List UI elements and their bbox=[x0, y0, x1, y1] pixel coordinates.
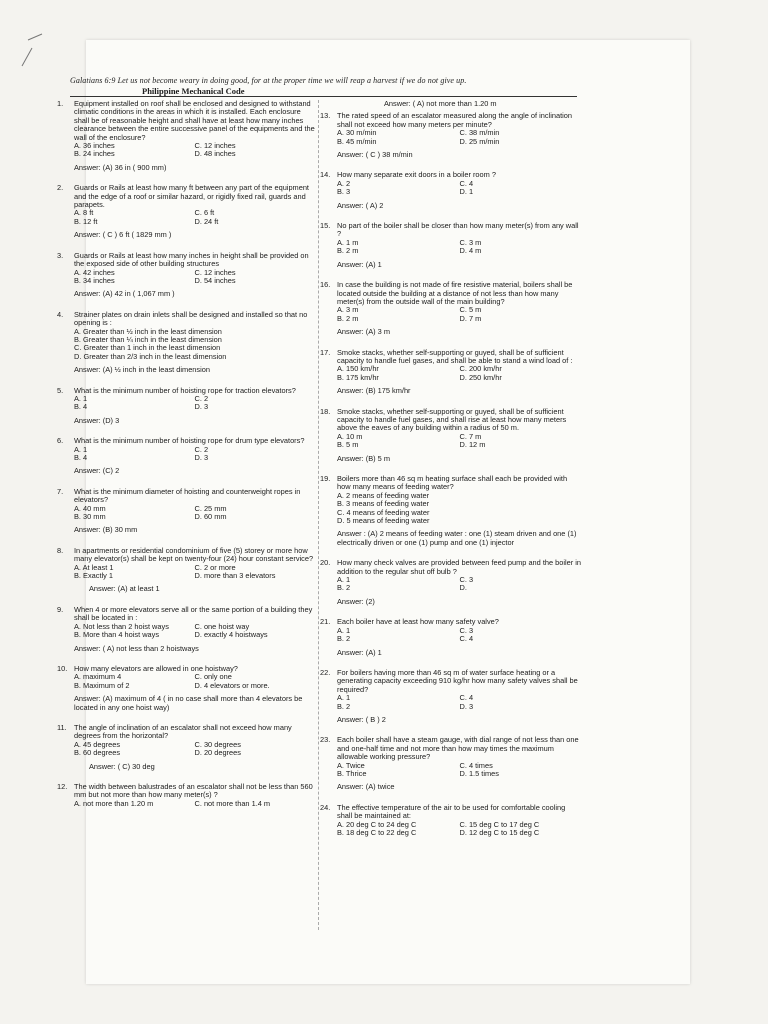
answer-choice: A. 36 inches bbox=[74, 141, 115, 151]
answer-choice: A. 20 deg C to 24 deg C bbox=[337, 819, 417, 829]
answer-choice: A. 1 bbox=[337, 625, 351, 635]
answer-line: Answer: (B) 5 m bbox=[337, 453, 390, 463]
question-text: Strainer plates on drain inlets shall be designed and installed so that no opening is : bbox=[74, 309, 308, 328]
answer-choice: B. 30 mm bbox=[74, 512, 106, 522]
question-item bbox=[320, 281, 582, 336]
answer-choice: D. 25 m/min bbox=[459, 136, 500, 146]
answer-choice: B. 4 bbox=[74, 402, 88, 412]
answer-choice: D. 3 bbox=[194, 453, 209, 462]
answer-choice: D. 54 inches bbox=[194, 275, 236, 285]
answer-choice: A. 2 means of feeding water bbox=[337, 490, 430, 500]
choice-list bbox=[337, 433, 582, 450]
carryover-answer: Answer: ( A) not more than 1.20 m bbox=[384, 99, 497, 108]
answer-choice: C. 5 m bbox=[459, 305, 482, 315]
answer-choice: D. 1 bbox=[459, 187, 474, 197]
answer-choice: A. not more than 1.20 m bbox=[74, 798, 154, 808]
question-text: Smoke stacks, whether self-supporting or guyed, shall be of sufficient capacity to handle fuel gases, and shall be able to stand a wind load of : bbox=[337, 347, 573, 365]
question-text: How many check valves are provided between feed pump and the boiler in addition to the regular shut off bulb ? bbox=[337, 558, 582, 576]
question-text: The angle of inclination of an escalator shall not exceed how many degrees from the horizontal? bbox=[74, 722, 292, 741]
answer-choice: D. 5 means of feeding water bbox=[337, 516, 430, 526]
answer-line: Answer: ( B ) 2 bbox=[337, 714, 386, 724]
question-number: 8. bbox=[57, 545, 64, 555]
answer-line: Answer: (D) 3 bbox=[74, 415, 120, 425]
answer-line: Answer: (2) bbox=[337, 596, 375, 606]
answer-choice: C. only one bbox=[194, 672, 232, 682]
answer-choice: A. 1 bbox=[337, 693, 351, 703]
answer-choice: A. 1 bbox=[337, 575, 351, 585]
question-text: No part of the boiler shall be closer than how many meter(s) from any wall ? bbox=[337, 221, 579, 239]
answer-line: Answer: ( C ) 38 m/min bbox=[337, 150, 413, 160]
answer-choice: D. 12 deg C to 15 deg C bbox=[459, 828, 540, 837]
answer-choice: A. At least 1 bbox=[74, 562, 114, 572]
answer-choice: A. 1 bbox=[74, 393, 88, 403]
question-number: 3. bbox=[57, 250, 64, 260]
answer-choice: A. 1 bbox=[74, 444, 88, 454]
answer-choice: A. Greater than ½ inch in the least dimension bbox=[74, 326, 222, 336]
choice-list bbox=[74, 446, 315, 463]
answer-choice: D. exactly 4 hoistways bbox=[194, 630, 268, 640]
question-number: 24. bbox=[320, 802, 331, 812]
question-item bbox=[57, 724, 315, 771]
question-item bbox=[320, 349, 582, 396]
question-text: What is the minimum diameter of hoisting and counterweight ropes in elevators? bbox=[74, 486, 301, 505]
question-text: In apartments or residential condominium of five (5) storey or more how many elevator(s) shall be kept on twenty-four (24) hour constant service? bbox=[74, 545, 314, 564]
answer-choice: C. 30 degrees bbox=[194, 739, 241, 749]
question-text: When 4 or more elevators serve all or the same portion of a building they shall be located in : bbox=[74, 604, 313, 623]
answer-choice: D. 7 m bbox=[459, 313, 482, 323]
answer-choice: D. 12 m bbox=[459, 440, 486, 450]
answer-choice: B. 2 m bbox=[337, 246, 359, 256]
answer-line: Answer : (A) 2 means of feeding water : one (1) steam driven and one (1) electrically driven or one (1) pump and one (1) injector bbox=[337, 529, 577, 547]
answer-choice: C. 4 bbox=[459, 178, 474, 188]
question-item bbox=[57, 311, 315, 375]
answer-line: Answer: (A) 42 in ( 1,067 mm ) bbox=[74, 289, 175, 299]
question-item bbox=[57, 252, 315, 299]
answer-line: Answer: (B) 30 mm bbox=[74, 525, 138, 535]
question-text: Guards or Rails at least how many ft between any part of the equipment and the edge of a roof or similar hazard, or rigidly fixed rail, guards and parapets. bbox=[74, 183, 309, 210]
question-item bbox=[57, 100, 315, 172]
pen-mark-icon bbox=[18, 30, 46, 70]
choice-list bbox=[74, 142, 315, 159]
answer-choice: B. 18 deg C to 22 deg C bbox=[337, 828, 417, 837]
answer-choice: B. More than 4 hoist ways bbox=[74, 630, 160, 640]
document-title: Philippine Mechanical Code bbox=[142, 86, 245, 96]
question-number: 17. bbox=[320, 347, 331, 357]
choice-list bbox=[337, 762, 582, 779]
choice-list bbox=[337, 821, 582, 838]
answer-choice: A. 10 m bbox=[337, 431, 363, 441]
question-number: 22. bbox=[320, 667, 331, 677]
answer-choice: B. Maximum of 2 bbox=[74, 680, 130, 690]
choice-list bbox=[337, 365, 582, 382]
question-number: 11. bbox=[57, 722, 67, 732]
choice-list bbox=[74, 269, 315, 286]
question-item bbox=[57, 184, 315, 239]
question-number: 12. bbox=[57, 781, 68, 791]
answer-choice: C. one hoist way bbox=[194, 621, 250, 631]
question-item bbox=[320, 222, 582, 269]
answer-line: Answer: (A) 1 bbox=[337, 647, 382, 657]
question-number: 9. bbox=[57, 604, 64, 614]
answer-line: Answer: (A) ½ inch in the least dimension bbox=[74, 365, 210, 375]
answer-choice: D. 24 ft bbox=[194, 216, 219, 226]
header-rule bbox=[70, 96, 577, 97]
answer-choice: C. 38 m/min bbox=[459, 128, 500, 138]
answer-choice: B. Greater than ¼ inch in the least dimension bbox=[74, 334, 222, 344]
question-number: 5. bbox=[57, 385, 64, 395]
answer-choice: A. 150 km/hr bbox=[337, 364, 379, 374]
question-item bbox=[320, 475, 582, 547]
choice-list bbox=[337, 129, 582, 146]
answer-choice: A. 2 bbox=[337, 178, 351, 188]
answer-choice: B. 175 km/hr bbox=[337, 372, 379, 382]
question-text: What is the minimum number of hoisting rope for drum type elevators? bbox=[74, 436, 305, 446]
answer-choice: C. 3 bbox=[459, 625, 474, 635]
answer-choice: B. 3 bbox=[337, 187, 351, 197]
question-item bbox=[57, 437, 315, 476]
choice-list bbox=[337, 492, 582, 526]
question-item bbox=[57, 488, 315, 535]
question-item bbox=[320, 112, 582, 159]
answer-choice: B. Thrice bbox=[337, 768, 367, 778]
answer-choice: D. 48 inches bbox=[194, 149, 236, 159]
question-text: Smoke stacks, whether self-supporting or guyed, shall be of sufficient capacity to handle fuel gases, and shall rise at least how many meters above the eaves of any building within a radius of 50 m. bbox=[337, 406, 567, 433]
answer-line: Answer: (A) 1 bbox=[337, 259, 382, 269]
question-text: Each boiler have at least how many safety valve? bbox=[337, 617, 499, 627]
question-number: 13. bbox=[320, 111, 331, 121]
answer-choice: C. 4 bbox=[459, 634, 474, 644]
question-text: Boilers more than 46 sq m heating surface shall each be provided with how many means of feeding water? bbox=[337, 474, 568, 492]
question-text: How many separate exit doors in a boiler room ? bbox=[337, 170, 496, 180]
answer-choice: A. 8 ft bbox=[74, 208, 94, 218]
question-number: 16. bbox=[320, 280, 331, 290]
answer-choice: D. 4 m bbox=[459, 246, 482, 256]
answer-line: Answer: (A) 36 in ( 900 mm) bbox=[74, 162, 167, 172]
question-number: 2. bbox=[57, 183, 64, 193]
question-number: 4. bbox=[57, 309, 64, 319]
answer-choice: C. not more than 1.4 m bbox=[194, 798, 271, 808]
answer-choice: C. 4 times bbox=[459, 760, 493, 770]
question-item bbox=[57, 783, 315, 808]
answer-choice: A. 40 mm bbox=[74, 503, 106, 513]
answer-choice: D. 60 mm bbox=[194, 512, 227, 522]
question-item bbox=[320, 171, 582, 210]
answer-choice: C. 4 means of feeding water bbox=[337, 507, 430, 517]
answer-choice: B. 24 inches bbox=[74, 149, 115, 159]
choice-list bbox=[74, 741, 315, 758]
answer-line: Answer: (B) 175 km/hr bbox=[337, 386, 411, 396]
answer-choice: D. more than 3 elevators bbox=[194, 571, 276, 581]
answer-choice: C. 25 mm bbox=[194, 503, 227, 513]
answer-line: Answer: (A) twice bbox=[337, 782, 395, 792]
answer-choice: A. 1 m bbox=[337, 237, 359, 247]
answer-line: Answer: (A) 3 m bbox=[337, 327, 390, 337]
answer-choice: C. 4 bbox=[459, 693, 474, 703]
answer-choice: D. 3 bbox=[194, 402, 209, 412]
answer-choice: A. 42 inches bbox=[74, 267, 115, 277]
bible-verse: Galatians 6:9 Let us not become weary in doing good, for at the proper time we will reap a harvest if we do not give up. bbox=[70, 76, 467, 85]
question-text: Each boiler shall have a steam gauge, with dial range of not less than one and one-half time and not more than how may times the maximum allowable working pressure? bbox=[337, 735, 579, 762]
question-number: 7. bbox=[57, 486, 64, 496]
answer-line: Answer: ( C ) 6 ft ( 1829 mm ) bbox=[74, 230, 172, 240]
answer-choice: C. 2 bbox=[194, 444, 209, 454]
answer-choice: B. 3 means of feeding water bbox=[337, 499, 430, 509]
answer-choice: C. 12 inches bbox=[194, 141, 236, 151]
answer-choice: D. 1.5 times bbox=[459, 768, 499, 778]
choice-list bbox=[74, 505, 315, 522]
choice-list bbox=[74, 564, 315, 581]
answer-choice: C. 3 m bbox=[459, 237, 482, 247]
answer-choice: C. 6 ft bbox=[194, 208, 215, 218]
question-number: 1. bbox=[57, 99, 64, 108]
answer-choice: C. 200 km/hr bbox=[459, 364, 502, 374]
answer-choice: C. 3 bbox=[459, 575, 474, 585]
question-number: 10. bbox=[57, 663, 68, 673]
answer-choice: D. 20 degrees bbox=[194, 748, 241, 758]
choice-list bbox=[74, 209, 315, 226]
answer-choice: A. Not less than 2 hoist ways bbox=[74, 621, 169, 631]
question-item bbox=[320, 804, 582, 838]
answer-choice: B. 12 ft bbox=[74, 216, 98, 226]
question-text: In case the building is not made of fire resistive material, boilers shall be located outside the building at a distance of not less than how many meter(s) from the outside wall of the main building? bbox=[337, 280, 573, 306]
answer-choice: C. 2 or more bbox=[194, 562, 236, 572]
question-text: Guards or Rails at least how many inches in height shall be provided on the exposed side of other building structures bbox=[74, 250, 309, 269]
question-number: 18. bbox=[320, 406, 331, 416]
choice-list bbox=[337, 576, 582, 593]
right-column bbox=[320, 100, 582, 849]
question-text: What is the minimum number of hoisting rope for traction elevators? bbox=[74, 385, 296, 395]
question-text: The effective temperature of the air to be used for comfortable cooling shall be maintained at: bbox=[337, 802, 566, 821]
question-item bbox=[320, 618, 582, 657]
answer-choice: C. 7 m bbox=[459, 431, 482, 441]
question-text: Equipment installed on roof shall be enclosed and designed to withstand climatic conditions in the areas in which it is installed. Each enclosure shall be of reasonable height and shall have at least how many inches clearance between the entire successive panel of the equipments and the wall of the enclosure? bbox=[74, 99, 315, 142]
answer-choice: B. 2 m bbox=[337, 313, 359, 323]
answer-choice: B. Exactly 1 bbox=[74, 571, 114, 581]
answer-choice: A. 45 degrees bbox=[74, 739, 121, 749]
choice-list bbox=[74, 623, 315, 640]
answer-choice: C. Greater than 1 inch in the least dimension bbox=[74, 343, 221, 353]
question-text: For boilers having more than 46 sq m of water surface heating or a generating capacity exceeding 910 kg/hr how many safety valves shall be required? bbox=[337, 667, 578, 694]
answer-choice: D. 3 bbox=[459, 701, 474, 711]
question-item bbox=[57, 665, 315, 712]
choice-list bbox=[74, 395, 315, 412]
answer-line: Answer: ( A) 2 bbox=[337, 200, 384, 210]
question-number: 21. bbox=[320, 617, 331, 627]
question-number: 15. bbox=[320, 221, 331, 231]
question-item bbox=[57, 606, 315, 653]
answer-choice: D. Greater than 2/3 inch in the least dimension bbox=[74, 351, 227, 361]
answer-choice: B. 2 bbox=[337, 583, 351, 593]
choice-list bbox=[74, 800, 315, 808]
choice-list bbox=[337, 306, 582, 323]
question-number: 6. bbox=[57, 436, 64, 446]
answer-choice: A. 30 m/min bbox=[337, 128, 377, 138]
question-item bbox=[320, 408, 582, 463]
answer-choice: D. 4 elevators or more. bbox=[194, 680, 270, 690]
answer-choice: B. 5 m bbox=[337, 440, 359, 450]
question-text: The rated speed of an escalator measured along the angle of inclination shall not exceed how many meters per minute? bbox=[337, 111, 573, 129]
question-item bbox=[320, 559, 582, 606]
answer-choice: A. 3 m bbox=[337, 305, 359, 315]
question-item bbox=[57, 547, 315, 594]
answer-choice: B. 4 bbox=[74, 453, 88, 462]
choice-list bbox=[337, 239, 582, 256]
choice-list bbox=[337, 627, 582, 644]
answer-choice: C. 12 inches bbox=[194, 267, 236, 277]
left-column bbox=[57, 100, 315, 820]
page-header bbox=[70, 76, 570, 96]
answer-choice: D. bbox=[459, 583, 467, 593]
answer-choice: A. maximum 4 bbox=[74, 672, 122, 682]
question-number: 19. bbox=[320, 474, 331, 483]
answer-choice: C. 2 bbox=[194, 393, 209, 403]
question-item bbox=[320, 669, 582, 724]
answer-line: Answer: (A) at least 1 bbox=[89, 584, 160, 594]
answer-line: Answer: ( C) 30 deg bbox=[89, 761, 155, 771]
answer-choice: B. 2 bbox=[337, 634, 351, 644]
choice-list bbox=[74, 328, 315, 362]
answer-line: Answer: (C) 2 bbox=[74, 466, 120, 476]
choice-list bbox=[74, 673, 315, 690]
choice-list bbox=[337, 180, 582, 197]
answer-choice: C. 15 deg C to 17 deg C bbox=[459, 819, 540, 829]
choice-list bbox=[337, 694, 582, 711]
question-item bbox=[57, 387, 315, 426]
answer-line: Answer: ( A) not less than 2 hoistways bbox=[74, 643, 199, 653]
answer-line: Answer: (A) maximum of 4 ( in no case shall more than 4 elevators be located in any one hoist way) bbox=[74, 694, 303, 712]
question-text: The width between balustrades of an escalator shall not be less than 560 mm but not more than how many meter(s) ? bbox=[74, 781, 313, 800]
question-item bbox=[320, 736, 582, 791]
answer-choice: B. 60 degrees bbox=[74, 748, 121, 758]
answer-choice: B. 45 m/min bbox=[337, 136, 377, 146]
question-number: 14. bbox=[320, 170, 331, 180]
answer-choice: B. 2 bbox=[337, 701, 351, 711]
question-number: 20. bbox=[320, 558, 331, 568]
answer-choice: B. 34 inches bbox=[74, 275, 115, 285]
question-text: How many elevators are allowed in one hoistway? bbox=[74, 663, 238, 673]
question-number: 23. bbox=[320, 735, 331, 745]
answer-choice: D. 250 km/hr bbox=[459, 372, 502, 382]
answer-choice: A. Twice bbox=[337, 760, 365, 770]
